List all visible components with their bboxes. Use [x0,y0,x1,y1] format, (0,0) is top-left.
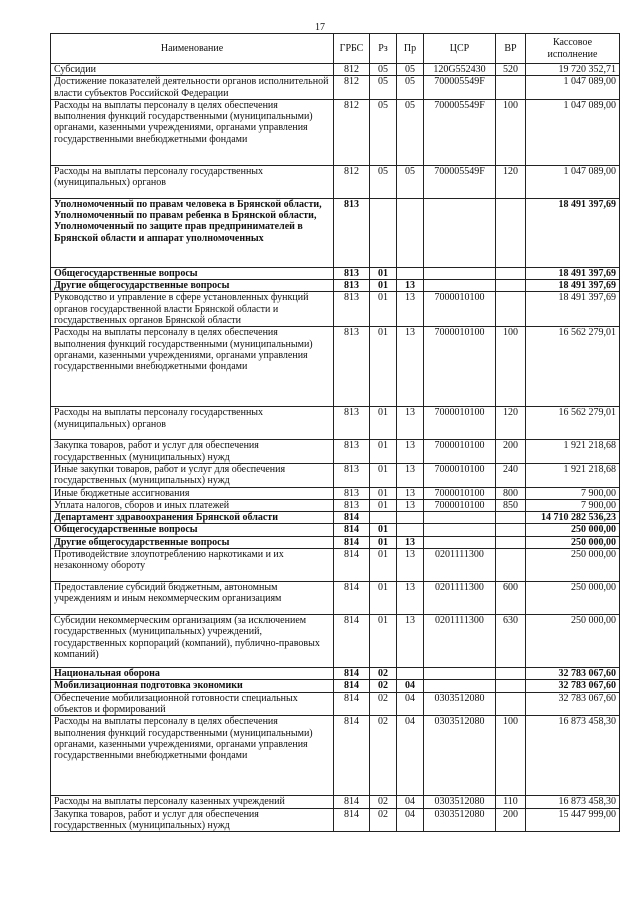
table-row [51,536,620,548]
cell-amount: 15 447 999,00 [526,808,620,832]
cell-csr: 0201111300 [424,549,496,582]
cell-amount: 250 000,00 [526,536,620,548]
table-row [51,692,620,716]
table-row [51,463,620,487]
cell-grbs: 814 [334,680,370,692]
cell-grbs: 814 [334,582,370,615]
cell-name: Расходы на выплаты персоналу казенных учреждений [51,796,334,808]
cell-rz: 02 [370,716,397,796]
cell-pr: 04 [397,808,424,832]
cell-rz: 01 [370,549,397,582]
cell-csr: 7000010100 [424,499,496,511]
table-body [51,64,620,832]
cell-vr: 850 [496,499,526,511]
page-number: 17 [315,22,325,33]
cell-rz: 01 [370,536,397,548]
cell-vr [496,512,526,524]
cell-grbs: 813 [334,499,370,511]
cell-vr: 100 [496,327,526,407]
table-row [51,64,620,76]
cell-csr: 0303512080 [424,716,496,796]
table-row [51,292,620,327]
cell-grbs: 814 [334,549,370,582]
table-row [51,487,620,499]
cell-rz: 01 [370,292,397,327]
table-row [51,582,620,615]
cell-pr: 13 [397,549,424,582]
cell-grbs: 813 [334,327,370,407]
cell-grbs: 814 [334,716,370,796]
cell-pr: 04 [397,716,424,796]
cell-grbs: 814 [334,692,370,716]
cell-vr [496,668,526,680]
cell-name: Субсидии некоммерческим организациям (за исключением государственных (муниципальных) учреждений, государственных корпораций (компаний), публично-правовых компаний) [51,615,334,668]
cell-grbs: 813 [334,487,370,499]
cell-grbs: 813 [334,407,370,440]
cell-grbs: 812 [334,165,370,198]
table-row [51,267,620,279]
cell-amount: 16 562 279,01 [526,327,620,407]
cell-grbs: 814 [334,796,370,808]
cell-pr: 05 [397,99,424,165]
cell-amount: 16 873 458,30 [526,716,620,796]
cell-amount: 1 921 218,68 [526,463,620,487]
cell-pr: 05 [397,76,424,100]
cell-amount: 32 783 067,60 [526,668,620,680]
cell-vr: 800 [496,487,526,499]
cell-name: Общегосударственные вопросы [51,267,334,279]
cell-csr: 7000010100 [424,487,496,499]
table-row [51,668,620,680]
cell-pr: 13 [397,463,424,487]
cell-vr: 120 [496,165,526,198]
cell-grbs: 814 [334,524,370,536]
cell-amount: 14 710 282 536,23 [526,512,620,524]
cell-vr [496,280,526,292]
cell-vr [496,76,526,100]
cell-name: Обеспечение мобилизационной готовности специальных объектов и формирований [51,692,334,716]
cell-csr: 7000010100 [424,292,496,327]
cell-csr: 7000010100 [424,407,496,440]
cell-rz: 02 [370,796,397,808]
cell-vr [496,292,526,327]
table-row [51,796,620,808]
cell-name: Противодействие злоупотреблению наркотиками и их незаконному обороту [51,549,334,582]
cell-grbs: 814 [334,808,370,832]
cell-vr: 520 [496,64,526,76]
table-row [51,499,620,511]
table-row [51,549,620,582]
cell-pr: 13 [397,280,424,292]
cell-rz: 02 [370,692,397,716]
cell-csr [424,536,496,548]
cell-grbs: 813 [334,440,370,464]
cell-grbs: 814 [334,668,370,680]
cell-vr: 630 [496,615,526,668]
cell-vr: 200 [496,808,526,832]
cell-name: Достижение показателей деятельности органов исполнительной власти субъектов Российской Федерации [51,76,334,100]
cell-vr [496,692,526,716]
cell-name: Расходы на выплаты персоналу государственных (муниципальных) органов [51,407,334,440]
cell-pr: 04 [397,680,424,692]
cell-vr: 240 [496,463,526,487]
cell-pr: 05 [397,64,424,76]
cell-csr: 0303512080 [424,808,496,832]
cell-amount: 7 900,00 [526,487,620,499]
cell-rz: 02 [370,808,397,832]
header-exec: Кассовое исполнение [526,34,620,64]
cell-pr: 13 [397,582,424,615]
table-row [51,280,620,292]
cell-pr: 04 [397,796,424,808]
cell-name: Мобилизационная подготовка экономики [51,680,334,692]
cell-vr: 600 [496,582,526,615]
cell-amount: 19 720 352,71 [526,64,620,76]
cell-amount: 18 491 397,69 [526,267,620,279]
cell-grbs: 813 [334,292,370,327]
cell-name: Расходы на выплаты персоналу в целях обеспечения выполнения функций государственными (муниципальными) органами, казенными учреждениями, органами управления государственными внебюджетными фондами [51,99,334,165]
cell-vr: 200 [496,440,526,464]
cell-name: Закупка товаров, работ и услуг для обеспечения государственных (муниципальных) нужд [51,440,334,464]
cell-csr [424,280,496,292]
cell-amount: 32 783 067,60 [526,692,620,716]
cell-amount: 16 873 458,30 [526,796,620,808]
cell-name: Расходы на выплаты персоналу в целях обеспечения выполнения функций государственными (муниципальными) органами, казенными учреждениями, органами управления государственными внебюджетными фондами [51,327,334,407]
cell-amount: 18 491 397,69 [526,280,620,292]
cell-pr: 13 [397,487,424,499]
table-row [51,407,620,440]
cell-csr: 7000010100 [424,463,496,487]
cell-grbs: 813 [334,463,370,487]
cell-rz: 01 [370,499,397,511]
cell-amount: 18 491 397,69 [526,292,620,327]
cell-name: Расходы на выплаты персоналу государственных (муниципальных) органов [51,165,334,198]
cell-csr [424,680,496,692]
cell-vr [496,549,526,582]
cell-rz: 02 [370,680,397,692]
cell-grbs: 813 [334,267,370,279]
cell-pr: 13 [397,536,424,548]
cell-rz: 05 [370,76,397,100]
cell-rz: 01 [370,280,397,292]
cell-name: Иные закупки товаров, работ и услуг для обеспечения государственных (муниципальных) нужд [51,463,334,487]
cell-rz: 02 [370,668,397,680]
table-row [51,165,620,198]
table-row [51,99,620,165]
header-vr: ВР [496,34,526,64]
cell-pr: 13 [397,440,424,464]
cell-name: Национальная оборона [51,668,334,680]
cell-pr [397,668,424,680]
cell-name: Общегосударственные вопросы [51,524,334,536]
table-row [51,76,620,100]
cell-name: Другие общегосударственные вопросы [51,280,334,292]
cell-name: Расходы на выплаты персоналу в целях обеспечения выполнения функций государственными (муниципальными) органами, казенными учреждениями, органами управления государственными внебюджетными фондами [51,716,334,796]
cell-name: Субсидии [51,64,334,76]
cell-csr: 0201111300 [424,582,496,615]
cell-amount: 16 562 279,01 [526,407,620,440]
cell-grbs: 814 [334,615,370,668]
cell-grbs: 812 [334,99,370,165]
cell-amount: 1 047 089,00 [526,165,620,198]
header-name: Наименование [51,34,334,64]
cell-name: Иные бюджетные ассигнования [51,487,334,499]
cell-rz: 01 [370,524,397,536]
cell-amount: 32 783 067,60 [526,680,620,692]
cell-rz: 01 [370,407,397,440]
cell-amount: 1 047 089,00 [526,99,620,165]
cell-csr: 700005549F [424,165,496,198]
cell-csr [424,524,496,536]
cell-csr: 7000010100 [424,327,496,407]
cell-pr [397,512,424,524]
table-row [51,716,620,796]
cell-amount: 250 000,00 [526,524,620,536]
cell-pr: 05 [397,165,424,198]
cell-csr [424,267,496,279]
cell-name: Предоставление субсидий бюджетным, автономным учреждениям и иным некоммерческим организациям [51,582,334,615]
cell-vr [496,267,526,279]
cell-pr [397,198,424,267]
cell-csr: 0303512080 [424,692,496,716]
cell-name: Уплата налогов, сборов и иных платежей [51,499,334,511]
cell-pr [397,524,424,536]
cell-rz [370,198,397,267]
cell-grbs: 814 [334,536,370,548]
cell-pr: 13 [397,407,424,440]
cell-amount: 18 491 397,69 [526,198,620,267]
cell-rz: 01 [370,582,397,615]
table-row [51,198,620,267]
cell-pr: 13 [397,615,424,668]
table-header-row [51,34,620,64]
cell-rz: 05 [370,165,397,198]
cell-pr: 13 [397,327,424,407]
cell-rz [370,512,397,524]
cell-rz: 05 [370,99,397,165]
cell-csr: 0303512080 [424,796,496,808]
cell-pr: 13 [397,499,424,511]
cell-pr [397,267,424,279]
cell-csr: 0201111300 [424,615,496,668]
cell-vr [496,536,526,548]
header-grbs: ГРБС [334,34,370,64]
cell-csr: 120G552430 [424,64,496,76]
cell-grbs: 813 [334,198,370,267]
cell-rz: 01 [370,327,397,407]
cell-vr [496,680,526,692]
cell-grbs: 813 [334,280,370,292]
cell-rz: 01 [370,440,397,464]
cell-vr: 110 [496,796,526,808]
cell-grbs: 812 [334,76,370,100]
cell-name: Другие общегосударственные вопросы [51,536,334,548]
cell-amount: 1 047 089,00 [526,76,620,100]
budget-table [50,33,620,832]
header-rz: Рз [370,34,397,64]
table-row [51,524,620,536]
table-row [51,440,620,464]
cell-vr [496,524,526,536]
cell-vr [496,198,526,267]
cell-csr: 700005549F [424,99,496,165]
cell-name: Уполномоченный по правам человека в Брянской области, Уполномоченный по правам ребенка в Брянской области, Уполномоченный по защите прав предпринимателей в Брянской области и аппарат уполномоченных [51,198,334,267]
cell-vr: 100 [496,99,526,165]
table-row [51,512,620,524]
cell-amount: 250 000,00 [526,582,620,615]
cell-csr [424,198,496,267]
cell-pr: 13 [397,292,424,327]
table-row [51,680,620,692]
table-row [51,808,620,832]
cell-name: Департамент здравоохранения Брянской области [51,512,334,524]
cell-amount: 7 900,00 [526,499,620,511]
header-pr: Пр [397,34,424,64]
header-csr: ЦСР [424,34,496,64]
cell-name: Руководство и управление в сфере установленных функций органов государственной власти Брянской области и государственных органов Брянской области [51,292,334,327]
cell-amount: 250 000,00 [526,615,620,668]
cell-name: Закупка товаров, работ и услуг для обеспечения государственных (муниципальных) нужд [51,808,334,832]
cell-pr: 04 [397,692,424,716]
cell-grbs: 812 [334,64,370,76]
cell-rz: 05 [370,64,397,76]
cell-rz: 01 [370,267,397,279]
cell-csr: 700005549F [424,76,496,100]
cell-rz: 01 [370,487,397,499]
cell-csr [424,668,496,680]
cell-rz: 01 [370,615,397,668]
cell-rz: 01 [370,463,397,487]
cell-csr: 7000010100 [424,440,496,464]
table-row [51,615,620,668]
cell-grbs: 814 [334,512,370,524]
cell-amount: 250 000,00 [526,549,620,582]
cell-csr [424,512,496,524]
cell-amount: 1 921 218,68 [526,440,620,464]
cell-vr: 120 [496,407,526,440]
cell-vr: 100 [496,716,526,796]
table-row [51,327,620,407]
